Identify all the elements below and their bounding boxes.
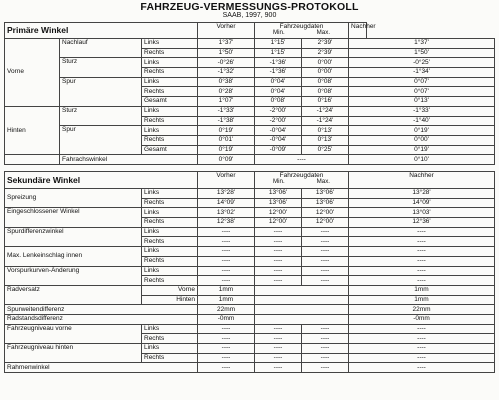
value-nachher: -0°25' — [349, 58, 495, 68]
label-gesamt: Gesamt — [142, 145, 198, 155]
value-vorher: ---- — [198, 353, 255, 363]
label-links: Links — [142, 344, 198, 354]
value-min: ---- — [255, 247, 302, 257]
label-rechts: Rechts — [142, 135, 198, 145]
value-nachher: ---- — [349, 324, 495, 334]
value-max: ---- — [302, 344, 349, 354]
col-min: Min. — [272, 29, 285, 36]
col-max: Max. — [316, 29, 331, 36]
primary-grid — [4, 38, 495, 165]
value-nachher: ---- — [349, 276, 495, 286]
value-nachher: -1°33' — [349, 106, 495, 116]
value-vorher: ---- — [198, 334, 255, 344]
value-min: 1°15' — [255, 48, 302, 58]
label-rechts: Rechts — [142, 87, 198, 97]
value-vorher: ---- — [198, 266, 255, 276]
value-min: -1°36' — [255, 68, 302, 78]
label-rechts: Rechts — [142, 353, 198, 363]
value-nachher: ---- — [349, 247, 495, 257]
label-rechts: Rechts — [142, 237, 198, 247]
value-nachher: ---- — [349, 334, 495, 344]
label-rechts: Rechts — [142, 198, 198, 208]
value-max: 2°39' — [302, 48, 349, 58]
value-min: -0°04' — [255, 126, 302, 136]
value-max: ---- — [302, 363, 349, 373]
label-links: Links — [142, 324, 198, 334]
value-min: -1°36' — [255, 58, 302, 68]
label-sturz-vorne: Sturz — [60, 58, 142, 77]
value-min: 0°04' — [255, 87, 302, 97]
value-nachher: 13°28' — [349, 189, 495, 199]
value-max: ---- — [302, 256, 349, 266]
value-max: -1°24' — [302, 106, 349, 116]
label-spreizung: Spreizung — [5, 189, 142, 208]
value-nachher: 0°13' — [349, 97, 495, 107]
value-vorher: ---- — [198, 237, 255, 247]
document-title: FAHRZEUG-VERMESSUNGS-PROTOKOLL — [140, 1, 359, 13]
value-vorher: 13°02' — [198, 208, 255, 218]
label-radversatz: Radversatz — [5, 285, 142, 304]
value-nachher: 22mm — [349, 305, 495, 315]
value-min: ---- — [255, 237, 302, 247]
group-hinten: Hinten — [5, 106, 60, 154]
label-fahrzeugniveau-vorne: Fahrzeugniveau vorne — [5, 324, 142, 343]
value-nachher: ---- — [349, 344, 495, 354]
col-nachher: Nachher — [349, 23, 367, 39]
value-vorher: 0°19' — [198, 126, 255, 136]
value-min: -2°00' — [255, 106, 302, 116]
value-nachher: -1°34' — [349, 68, 495, 78]
value-max: 12°00' — [302, 218, 349, 228]
value-vorher: 1mm — [198, 285, 255, 295]
value-min: 12°00' — [255, 218, 302, 228]
value-vorher: ---- — [198, 276, 255, 286]
value-vorher: 0°09' — [198, 155, 255, 165]
value-nachher: 0°10' — [349, 155, 495, 165]
label-fahrzeugniveau-hinten: Fahrzeugniveau hinten — [5, 344, 142, 363]
value-max: 0°08' — [302, 87, 349, 97]
label-rechts: Rechts — [142, 218, 198, 228]
value-min: ---- — [255, 324, 302, 334]
value-minmax: ---- — [255, 155, 349, 165]
value-vorher: 13°28' — [198, 189, 255, 199]
value-nachher: 0°00' — [349, 135, 495, 145]
value-min: ---- — [255, 344, 302, 354]
label-links: Links — [142, 77, 198, 87]
value-vorher: -1°38' — [198, 116, 255, 126]
value-nachher: ---- — [349, 227, 495, 237]
label-rechts: Rechts — [142, 256, 198, 266]
value-max: 2°39' — [302, 39, 349, 49]
label-links: Links — [142, 227, 198, 237]
value-max: -1°24' — [302, 116, 349, 126]
value-min: ---- — [255, 256, 302, 266]
value-min: ---- — [255, 334, 302, 344]
secondary-angles-table — [4, 171, 495, 373]
value-nachher: 1mm — [349, 285, 495, 295]
value-max: 12°00' — [302, 208, 349, 218]
value-nachher: ---- — [349, 266, 495, 276]
value-vorher: 1°50' — [198, 48, 255, 58]
value-vorher: 0°01' — [198, 135, 255, 145]
value-min: 0°04' — [255, 77, 302, 87]
value-nachher: 0°07' — [349, 87, 495, 97]
value-min: 1°15' — [255, 39, 302, 49]
value-max: 0°25' — [302, 145, 349, 155]
secondary-section-title: Sekundäre Winkel — [5, 172, 198, 189]
value-max: 0°00' — [302, 58, 349, 68]
label-vorne: Vorne — [142, 285, 198, 295]
document-subtitle: SAAB, 1997, 900 — [222, 12, 277, 19]
value-vorher: 1mm — [198, 295, 255, 305]
value-nachher: 12°36' — [349, 218, 495, 228]
value-vorher: -1°32' — [198, 68, 255, 78]
value-min: 0°08' — [255, 97, 302, 107]
value-nachher: ---- — [349, 353, 495, 363]
value-nachher: ---- — [349, 237, 495, 247]
value-max: 0°00' — [302, 68, 349, 78]
primary-angles-table — [4, 22, 376, 39]
label-spur-vorne: Spur — [60, 77, 142, 106]
value-min: 13°06' — [255, 189, 302, 199]
value-vorher: 0°38' — [198, 77, 255, 87]
value-min: ---- — [255, 363, 302, 373]
value-min: -2°00' — [255, 116, 302, 126]
label-rechts: Rechts — [142, 48, 198, 58]
value-min: ---- — [255, 353, 302, 363]
label-spurweitendifferenz: Spurweitendifferenz — [5, 305, 198, 315]
value-nachher: ---- — [349, 363, 495, 373]
value-vorher: -1°33' — [198, 106, 255, 116]
value-min: ---- — [255, 266, 302, 276]
value-nachher: 1°37' — [349, 39, 495, 49]
value-min: ---- — [255, 276, 302, 286]
value-max: 0°08' — [302, 77, 349, 87]
col-vorher: Vorher — [198, 23, 255, 39]
label-links: Links — [142, 208, 198, 218]
col-nachher: Nachher — [349, 172, 495, 189]
value-vorher: 0°28' — [198, 87, 255, 97]
value-min: -0°09' — [255, 145, 302, 155]
label-rechts: Rechts — [142, 68, 198, 78]
label-eingeschlossener-winkel: Eingeschlossener Winkel — [5, 208, 142, 227]
label-links: Links — [142, 126, 198, 136]
label-sturz-hinten: Sturz — [60, 106, 142, 125]
value-max: ---- — [302, 324, 349, 334]
value-nachher: 13°03' — [349, 208, 495, 218]
value-max: ---- — [302, 227, 349, 237]
value-nachher: ---- — [349, 256, 495, 266]
label-nachlauf: Nachlauf — [60, 39, 142, 58]
value-max: ---- — [302, 237, 349, 247]
value-vorher: ---- — [198, 363, 255, 373]
label-hinten: Hinten — [142, 295, 198, 305]
label-max-lenkeinschlag: Max. Lenkeinschlag innen — [5, 247, 142, 266]
label-rechts: Rechts — [142, 116, 198, 126]
value-max: 0°13' — [302, 126, 349, 136]
label-links: Links — [142, 189, 198, 199]
value-vorher: 22mm — [198, 305, 255, 315]
value-min: ---- — [255, 227, 302, 237]
value-max: 0°13' — [302, 135, 349, 145]
value-max: 13°06' — [302, 198, 349, 208]
label-gesamt: Gesamt — [142, 97, 198, 107]
value-nachher: 0°19' — [349, 126, 495, 136]
label-spurdifferenzwinkel: Spurdifferenzwinkel — [5, 227, 142, 246]
value-vorher: 14°09' — [198, 198, 255, 208]
value-vorher: 1°37' — [198, 39, 255, 49]
col-vorher: Vorher — [198, 172, 255, 189]
col-fahrzeugdaten: Fahrzeugdaten Min. Max. — [255, 172, 349, 189]
label-links: Links — [142, 39, 198, 49]
value-vorher: ---- — [198, 256, 255, 266]
value-max: 0°16' — [302, 97, 349, 107]
value-max: ---- — [302, 247, 349, 257]
value-nachher: -1°40' — [349, 116, 495, 126]
value-nachher: 1mm — [349, 295, 495, 305]
value-max: 13°06' — [302, 189, 349, 199]
label-spur-hinten: Spur — [60, 126, 142, 155]
value-max: ---- — [302, 266, 349, 276]
label-radstandsdifferenz: Radstandsdifferenz — [5, 314, 198, 324]
value-nachher: 0°07' — [349, 77, 495, 87]
primary-section-title: Primäre Winkel — [5, 23, 198, 39]
value-min: 13°06' — [255, 198, 302, 208]
col-min: Min. — [272, 178, 285, 185]
value-nachher: 1°50' — [349, 48, 495, 58]
col-max: Max. — [316, 178, 331, 185]
value-vorher: 1°07' — [198, 97, 255, 107]
label-links: Links — [142, 266, 198, 276]
value-vorher: -0mm — [198, 314, 255, 324]
label-links: Links — [142, 247, 198, 257]
label-rahmenwinkel: Rahmenwinkel — [5, 363, 198, 373]
value-max: ---- — [302, 276, 349, 286]
label-links: Links — [142, 58, 198, 68]
label-links: Links — [142, 106, 198, 116]
group-vorne: Vorne — [5, 39, 60, 107]
value-min: 12°00' — [255, 208, 302, 218]
value-vorher: ---- — [198, 247, 255, 257]
value-nachher: -0mm — [349, 314, 495, 324]
value-vorher: ---- — [198, 227, 255, 237]
value-nachher: 14°09' — [349, 198, 495, 208]
value-vorher: 0°19' — [198, 145, 255, 155]
value-vorher: 12°38' — [198, 218, 255, 228]
label-fahrachswinkel: Fahrachswinkel — [60, 155, 198, 165]
value-vorher: ---- — [198, 324, 255, 334]
col-fahrzeugdaten: Fahrzeugdaten Min. Max. — [255, 23, 349, 39]
label-vorspurkurven-aenderung: Vorspurkurven-Änderung — [5, 266, 142, 285]
value-vorher: ---- — [198, 344, 255, 354]
label-rechts: Rechts — [142, 276, 198, 286]
value-max: ---- — [302, 353, 349, 363]
label-rechts: Rechts — [142, 334, 198, 344]
value-max: ---- — [302, 334, 349, 344]
value-min: -0°04' — [255, 135, 302, 145]
value-nachher: 0°19' — [349, 145, 495, 155]
value-vorher: -0°26' — [198, 58, 255, 68]
